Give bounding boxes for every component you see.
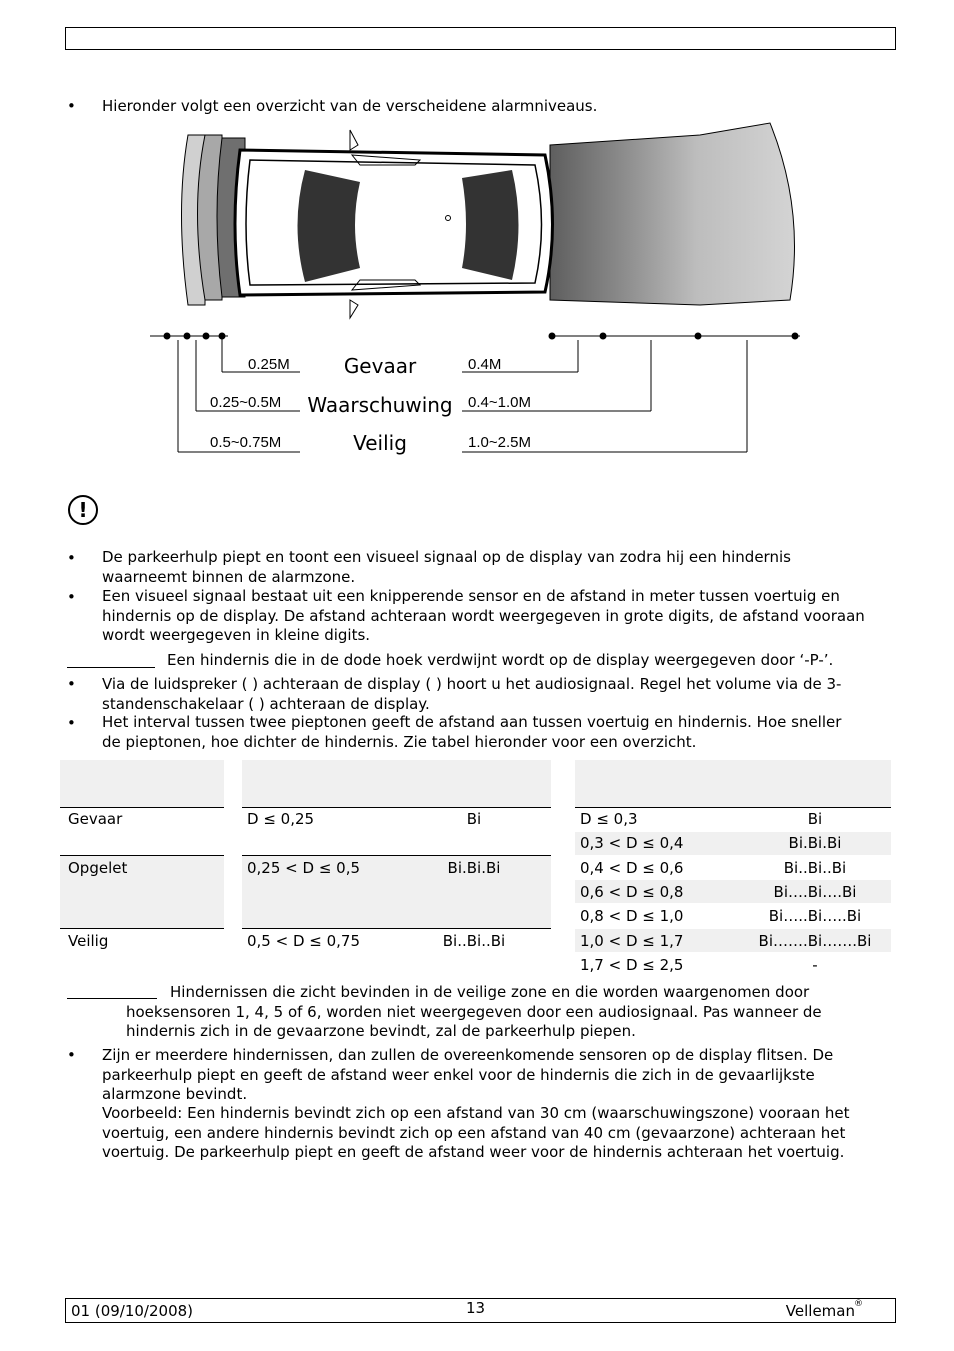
bullet-text-4: Het interval tussen twee pieptonen geeft de afstand aan tussen voertuig en hindernis. Hoe sneller de pieptonen, hoe dichter de hindernis. Zie tabel hieronder voor een overzicht. xyxy=(102,713,842,751)
zone-opgelet: Opgelet xyxy=(68,859,128,877)
divider xyxy=(575,807,891,808)
rear-range: 0,5 < D ≤ 0,75 xyxy=(247,932,361,950)
front-beep: Bi..Bi..Bi xyxy=(783,859,847,877)
footer-page: 13 xyxy=(466,1299,486,1317)
bullet: • xyxy=(67,675,76,693)
bullet-text-2: Een visueel signaal bestaat uit een knipperende sensor en de afstand in meter tussen voertuig en hindernis op de display. De afstand achteraan wordt weergegeven in grote digits, de afstand vooraan wordt weergegeven in kleine digits. xyxy=(102,587,865,644)
rear-beep: Bi.Bi.Bi xyxy=(447,859,501,877)
rear-range: D ≤ 0,25 xyxy=(247,810,315,828)
bullet-text-5: Zijn er meerdere hindernissen, dan zullen de overeenkomende sensoren op de display flitsen. De parkeerhulp piept en geeft de afstand weer enkel voor de hindernis die zich in de gevaarlijkste alarmzone bevindt. xyxy=(102,1046,834,1103)
right-range-1: 0.4~1.0M xyxy=(468,394,531,411)
note-text-2: Hindernissen die zicht bevinden in de veilige zone en die worden waargenomen door hoeksensoren 1, 4, 5 of 6, worden niet weergegeven door een audiosignaal. Pas wanneer de hindernis zich in de gevaarzone bevindt, zal de parkeerhulp piepen. xyxy=(126,983,822,1040)
footer-version: 01 (09/10/2008) xyxy=(71,1302,194,1320)
header-box xyxy=(65,27,896,50)
intro-text: Hieronder volgt een overzicht van de verscheidene alarmniveaus. xyxy=(102,97,598,115)
bullet: • xyxy=(67,1046,76,1064)
front-range: 1,7 < D ≤ 2,5 xyxy=(580,956,684,974)
front-beep: Bi….Bi….Bi xyxy=(773,883,857,901)
bullet: • xyxy=(67,549,76,567)
table-header-front xyxy=(575,760,891,807)
front-beep: Bi…….Bi…….Bi xyxy=(758,932,872,950)
front-beep: - xyxy=(812,956,818,974)
rear-beep: Bi..Bi..Bi xyxy=(442,932,506,950)
right-range-0: 0.4M xyxy=(468,356,502,373)
example-text: Voorbeeld: Een hindernis bevindt zich op een afstand van 30 cm (waarschuwingszone) vooraan het voertuig, een andere hindernis bevindt zich op een afstand van 40 cm (gevaarzone) achteraan het voertuig. De parkeerhulp piept en geeft de afstand weer voor de hindernis achteraan het voertuig. xyxy=(102,1104,850,1161)
divider xyxy=(60,807,224,808)
footer-reg: ® xyxy=(854,1299,863,1309)
bullet-text-1: De parkeerhulp piept en toont een visueel signaal op de display van zodra hij een hindernis waarneemt binnen de alarmzone. xyxy=(102,548,791,586)
front-beep: Bi.Bi.Bi xyxy=(788,834,842,852)
warning-icon: ! xyxy=(68,495,98,525)
front-beep: Bi…..Bi…..Bi xyxy=(768,907,862,925)
front-beep: Bi xyxy=(807,810,823,828)
front-range: D ≤ 0,3 xyxy=(580,810,638,828)
left-range-0: 0.25M xyxy=(248,356,290,373)
rear-beep: Bi xyxy=(466,810,482,828)
zone-label-0: Gevaar xyxy=(343,354,417,378)
front-range: 1,0 < D ≤ 1,7 xyxy=(580,932,684,950)
zone-gevaar: Gevaar xyxy=(68,810,123,828)
bullet: • xyxy=(67,97,76,115)
front-range: 0,6 < D ≤ 0,8 xyxy=(580,883,684,901)
divider xyxy=(242,928,551,929)
right-range-2: 1.0~2.5M xyxy=(468,434,531,451)
car-icon xyxy=(235,130,553,318)
footer xyxy=(65,1298,896,1323)
bullet-text-3: Via de luidspreker ( ) achteraan de display ( ) hoort u het audiosignaal. Regel het volume via de 3-standenschakelaar ( ) achteraan de display. xyxy=(102,675,842,713)
front-zone-1 xyxy=(550,123,795,305)
divider xyxy=(242,807,551,808)
left-range-1: 0.25~0.5M xyxy=(210,394,282,411)
rear-window-icon xyxy=(462,170,519,280)
note-label-line xyxy=(67,667,155,668)
front-range: 0,4 < D ≤ 0,6 xyxy=(580,859,684,877)
footer-brand: Velleman xyxy=(785,1302,855,1320)
zone-label-1: Waarschuwing xyxy=(307,393,453,417)
table-header-zone xyxy=(60,760,224,807)
zone-label-2: Veilig xyxy=(353,431,407,455)
rear-range: 0,25 < D ≤ 0,5 xyxy=(247,859,361,877)
bullet: • xyxy=(67,714,76,732)
front-range: 0,3 < D ≤ 0,4 xyxy=(580,834,684,852)
note-text-1: Een hindernis die in de dode hoek verdwijnt wordt op de display weergegeven door ‘-P-’. xyxy=(167,651,834,669)
zone-veilig: Veilig xyxy=(68,932,109,950)
front-range: 0,8 < D ≤ 1,0 xyxy=(580,907,684,925)
left-range-2: 0.5~0.75M xyxy=(210,434,282,451)
table-header-rear xyxy=(242,760,551,807)
windshield-icon xyxy=(298,170,361,282)
divider xyxy=(242,855,551,856)
divider xyxy=(60,855,224,856)
divider xyxy=(60,928,224,929)
alarm-levels-diagram xyxy=(140,118,820,463)
bullet: • xyxy=(67,588,76,606)
